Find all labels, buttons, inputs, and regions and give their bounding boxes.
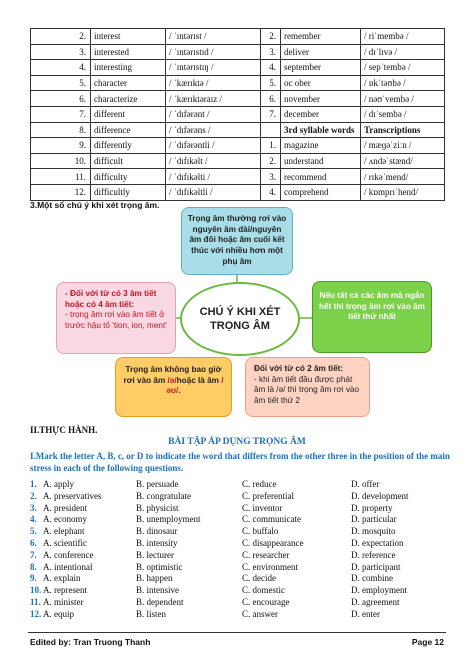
bottom-left-schwa: /ə/ xyxy=(167,375,177,385)
option-b: B. lecturer xyxy=(136,549,174,560)
option-a: A. equip xyxy=(43,608,74,619)
diagram-center: CHÚ Ý KHI XÉT TRỌNG ÂM xyxy=(180,282,300,356)
question-number: 7. xyxy=(30,549,37,560)
vocab-ipa: / ˈdɪfərənt / xyxy=(166,106,261,122)
question-row xyxy=(30,597,450,609)
vocab-num: 6. xyxy=(31,91,91,107)
vocab-num2: 2. xyxy=(261,29,281,45)
question-row xyxy=(30,526,450,538)
option-d: D. development xyxy=(351,490,409,501)
bottom-left-text-a: Trọng âm không bao giờ rơi vào âm xyxy=(123,365,222,385)
vocab-word: difficultly xyxy=(91,184,166,200)
question-number: 3. xyxy=(30,502,37,513)
vocab-word2: deliver xyxy=(281,44,361,60)
vocab-ipa: / ˈɪntərɪst / xyxy=(166,29,261,45)
vocab-ipa2: Transcriptions xyxy=(361,122,445,138)
vocab-ipa: / ˈdɪfɪkəlt / xyxy=(166,153,261,169)
question-number: 11. xyxy=(30,596,41,607)
vocab-num: 4. xyxy=(31,60,91,76)
vocab-ipa: / ˈkærɪktəraɪz / xyxy=(166,91,261,107)
vocab-num: 7. xyxy=(31,106,91,122)
option-a: A. economy xyxy=(43,514,87,525)
option-c: C. researcher xyxy=(242,549,290,560)
vocab-num: 12. xyxy=(31,184,91,200)
option-b: B. unemployment xyxy=(136,514,201,525)
option-c: C. decide xyxy=(242,573,276,584)
vocab-word2: november xyxy=(281,91,361,107)
vocab-num2: 3. xyxy=(261,44,281,60)
vocab-num2: 4. xyxy=(261,60,281,76)
vocab-word2: recommend xyxy=(281,169,361,185)
option-d: D. property xyxy=(351,502,393,513)
diagram-node-bottom-left xyxy=(115,357,232,417)
option-b: B. optimistic xyxy=(136,561,183,572)
option-b: B. persuade xyxy=(136,479,179,489)
vocab-ipa2: / mæɡəˈziːn / xyxy=(361,138,445,154)
option-d: D. agreement xyxy=(351,596,400,607)
vocab-ipa2: / sepˈtembə / xyxy=(361,60,445,76)
vocab-ipa: / ˈkærɪktə / xyxy=(166,75,261,91)
vocab-num2: 4. xyxy=(261,184,281,200)
question-row xyxy=(30,514,450,526)
vocab-ipa2: / ʌndəˈstænd/ xyxy=(361,153,445,169)
vocab-ipa2: / dɪˈlɪvə / xyxy=(361,44,445,60)
bottom-right-title: Đối với từ có 2 âm tiết: xyxy=(254,364,344,373)
option-b: B. congratulate xyxy=(136,490,191,501)
option-b: B. intensive xyxy=(136,585,179,596)
question-list xyxy=(30,479,450,621)
vocab-ipa2: / ɒkˈtəʊbə / xyxy=(361,75,445,91)
question-number: 12. xyxy=(30,608,42,619)
option-d: D. combine xyxy=(351,573,393,584)
vocab-num: 3. xyxy=(31,44,91,60)
question-row xyxy=(30,573,450,585)
vocab-word2: understand xyxy=(281,153,361,169)
option-c: C. communicate xyxy=(242,514,301,525)
vocab-num2: 5. xyxy=(261,75,281,91)
vocab-word2: 3rd syllable words xyxy=(281,122,361,138)
bottom-left-text-b: hoặc là âm xyxy=(176,375,222,385)
section-title: 3.Một số chú ý khi xét trọng âm. xyxy=(30,200,160,210)
vocab-num2: 7. xyxy=(261,106,281,122)
option-a: A. preservatives xyxy=(43,490,102,501)
option-b: B. physicist xyxy=(136,502,179,513)
vocab-ipa2: / kɒmprɪˈhend/ xyxy=(361,184,445,200)
option-c: C. inventor xyxy=(242,502,283,513)
option-d: D. enter xyxy=(351,608,380,619)
bottom-left-text-c: . xyxy=(178,386,181,396)
vocab-ipa2: / nəʊˈvembə / xyxy=(361,91,445,107)
diagram-node-right: Nếu tất cả các âm mà ngắn hết thì trọng âm rơi vào âm tiết thứ nhất xyxy=(312,281,432,353)
option-a: A. apply xyxy=(43,479,74,489)
bottom-left-ou: /əʊ/ xyxy=(166,375,224,396)
vocab-num: 10. xyxy=(31,153,91,169)
vocab-num2: 3. xyxy=(261,169,281,185)
vocab-word: interesting xyxy=(91,60,166,76)
option-c: C. buffalo xyxy=(242,526,279,537)
option-d: D. offer xyxy=(351,479,380,489)
left-node-title: - Đối với từ có 3 âm tiết hoặc có 4 âm tiết: xyxy=(65,289,157,309)
vocab-num2: 1. xyxy=(261,138,281,154)
option-a: A. intentional xyxy=(43,561,93,572)
option-d: D. participant xyxy=(351,561,401,572)
vocab-num: 11. xyxy=(31,169,91,185)
diagram-node-bottom-right xyxy=(245,357,370,417)
bottom-right-body: - khi âm tiết đầu được phát âm là /ə/ thì trọng âm rơi vào âm tiết thứ 2 xyxy=(254,374,360,405)
option-a: A. president xyxy=(43,502,87,513)
vocab-word2: oc ober xyxy=(281,75,361,91)
vocab-ipa2: / dɪˈsembə / xyxy=(361,106,445,122)
question-row xyxy=(30,538,450,550)
vocab-word: differently xyxy=(91,138,166,154)
vocab-word: characterize xyxy=(91,91,166,107)
option-b: B. dependent xyxy=(136,596,184,607)
question-row xyxy=(30,562,450,574)
option-c: C. reduce xyxy=(242,479,277,489)
question-number: 8. xyxy=(30,561,37,572)
diagram-node-left xyxy=(56,282,176,354)
option-b: B. happen xyxy=(136,573,173,584)
option-c: C. environment xyxy=(242,561,298,572)
option-c: C. domestic xyxy=(242,585,285,596)
option-b: B. intensity xyxy=(136,537,178,548)
vocab-ipa2: / riˈmembə / xyxy=(361,29,445,45)
vocab-word2: comprehend xyxy=(281,184,361,200)
left-node-body: - trọng âm rơi vào âm tiết ở trước hậu tố 'tion, ion, ment' xyxy=(65,310,167,330)
question-number: 2. xyxy=(30,490,37,501)
option-c: C. preferential xyxy=(242,490,294,501)
question-number: 1. xyxy=(30,479,37,489)
question-row xyxy=(30,491,450,503)
diagram-node-top: Trọng âm thường rơi vào nguyên âm dài/nguyên âm đôi hoặc âm cuối kết thúc với nhiều hơn một phụ âm xyxy=(181,207,293,275)
vocab-word: difficult xyxy=(91,153,166,169)
question-number: 4. xyxy=(30,514,37,525)
question-row xyxy=(30,479,450,491)
vocab-word: interested xyxy=(91,44,166,60)
vocab-num: 5. xyxy=(31,75,91,91)
option-c: C. answer xyxy=(242,608,278,619)
vocab-word: interest xyxy=(91,29,166,45)
question-number: 9. xyxy=(30,573,37,584)
vocab-ipa: / ˈdɪfɪkəlti / xyxy=(166,169,261,185)
question-number: 10. xyxy=(30,585,42,596)
option-b: B. listen xyxy=(136,608,167,619)
vocab-word2: remember xyxy=(281,29,361,45)
question-row xyxy=(30,550,450,562)
practice-title: II.THỰC HÀNH. xyxy=(30,425,98,435)
vocab-word: character xyxy=(91,75,166,91)
exercise-title: BÀI TẬP ÁP DỤNG TRỌNG ÂM xyxy=(168,437,306,447)
option-d: D. expectation xyxy=(351,537,404,548)
option-a: A. explain xyxy=(43,573,81,584)
vocab-ipa: / ˈdɪfɪkəltli / xyxy=(166,184,261,200)
vocab-num2: 6. xyxy=(261,91,281,107)
exercise-instruction: I.Mark the letter A, B, c, or D to indicate the word that differs from the other three in the position of the main stress in each of the following questions. xyxy=(30,451,450,473)
option-c: C. encourage xyxy=(242,596,290,607)
option-a: A. represent xyxy=(43,585,87,596)
option-d: D. reference xyxy=(351,549,396,560)
vocab-word: different xyxy=(91,106,166,122)
option-d: D. employment xyxy=(351,585,407,596)
vocab-word2: magazine xyxy=(281,138,361,154)
option-d: D. mosquito xyxy=(351,526,396,537)
vocab-num2: 2. xyxy=(261,153,281,169)
question-number: 6. xyxy=(30,537,37,548)
footer-page-number: Page 12 xyxy=(411,637,444,647)
vocab-word2: december xyxy=(281,106,361,122)
question-row xyxy=(30,609,450,621)
vocab-num: 2. xyxy=(31,29,91,45)
option-c: C. disappearance xyxy=(242,537,304,548)
vocab-num: 8. xyxy=(31,122,91,138)
question-row xyxy=(30,503,450,515)
vocab-word: difference xyxy=(91,122,166,138)
option-a: A. scientific xyxy=(43,537,87,548)
vocab-num: 9. xyxy=(31,138,91,154)
question-row xyxy=(30,585,450,597)
option-a: A. conference xyxy=(43,549,94,560)
option-a: A. minister xyxy=(43,596,84,607)
vocab-ipa: / ˈɪntərɪstɪŋ / xyxy=(166,60,261,76)
vocab-ipa: / ˈdɪfərəns / xyxy=(166,122,261,138)
footer-divider xyxy=(28,632,446,633)
vocab-word: difficulty xyxy=(91,169,166,185)
vocab-ipa: / ˈɪntərɪstɪd / xyxy=(166,44,261,60)
question-number: 5. xyxy=(30,526,37,537)
footer-editor: Edited by: Tran Truong Thanh xyxy=(30,637,151,647)
option-a: A. elephant xyxy=(43,526,85,537)
vocab-ipa: / ˈdɪfərəntli / xyxy=(166,138,261,154)
option-b: B. dinosaur xyxy=(136,526,178,537)
option-d: D. particular xyxy=(351,514,397,525)
vocab-ipa2: / rɪkəˈmend/ xyxy=(361,169,445,185)
vocab-word2: september xyxy=(281,60,361,76)
